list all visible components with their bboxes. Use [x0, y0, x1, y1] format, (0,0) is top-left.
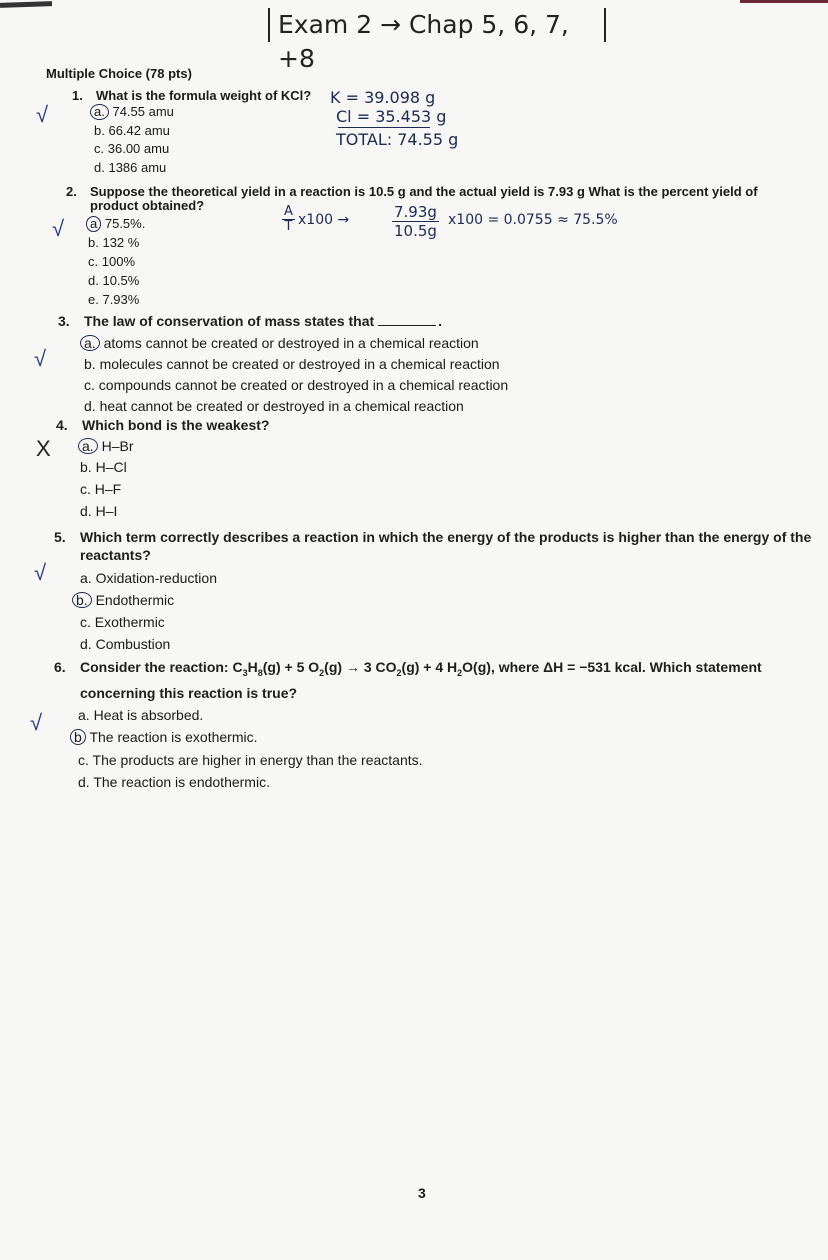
page-edge-mark [740, 0, 828, 3]
q1-work-rule [338, 127, 430, 128]
question-5-number: 5. [54, 529, 66, 545]
q2-choice-b: b. 132 % [88, 235, 140, 250]
q3-choice-c: c. compounds cannot be created or destroyed in a chemical reaction [84, 377, 509, 393]
q2-choice-c: c. 100% [88, 254, 135, 269]
question-6-number: 6. [54, 659, 66, 675]
q5-choice-c: c. Exothermic [80, 614, 165, 630]
q6-choice-d: d. The reaction is endothermic. [78, 774, 270, 790]
pen-stroke-mark [0, 1, 52, 8]
question-2-text-line-1: Suppose the theoretical yield in a reaction is 10.5 g and the actual yield is 7.93 g What is the percent yield of [90, 184, 758, 199]
question-2-number: 2. [66, 184, 77, 199]
q4-choice-a: a. H–Br [78, 438, 133, 454]
q1-work-line-3: TOTAL: 74.55 g [336, 130, 459, 149]
q6-choice-c: c. The products are higher in energy than the reactants. [78, 752, 423, 768]
q4-choice-c: c. H–F [80, 481, 122, 497]
q1-choice-b: b. 66.42 amu [94, 123, 170, 138]
q5-choice-b: b. Endothermic [72, 592, 174, 608]
question-2-text-line-2: product obtained? [90, 198, 205, 213]
check-mark-q5: √ [34, 560, 47, 585]
q2-choice-d: d. 10.5% [88, 273, 140, 288]
exam-title: Exam 2 → Chap 5, 6, 7, +8 [268, 8, 606, 42]
page-number: 3 [418, 1185, 426, 1201]
check-mark-q6: √ [30, 710, 43, 735]
q2-work-fraction-2: $\frac{7.93g}{10.5g}$ [394, 203, 437, 240]
q3-choice-a: a. atoms cannot be created or destroyed in a chemical reaction [80, 335, 479, 351]
blank-line [378, 325, 436, 326]
q2-work-result: x100 = 0.0755 ≈ 75.5% [448, 212, 618, 228]
question-3-text: The law of conservation of mass states that . [84, 313, 442, 329]
q2-work-times-100: x100 → [298, 212, 350, 228]
question-1-text: What is the formula weight of KCl? [96, 88, 312, 103]
q5-choice-a: a. Oxidation-reduction [80, 570, 217, 586]
q4-choice-b: b. H–Cl [80, 459, 127, 475]
section-heading: Multiple Choice (78 pts) [46, 66, 192, 81]
cross-mark-q4: X [36, 436, 51, 461]
q3-choice-d: d. heat cannot be created or destroyed in a chemical reaction [84, 398, 464, 414]
q6-choice-b: b The reaction is exothermic. [70, 729, 258, 745]
question-1-number: 1. [72, 88, 83, 103]
question-4-number: 4. [56, 417, 68, 433]
question-5-text-line-2: reactants? [80, 547, 151, 563]
q1-work-line-1: K = 39.098 g [330, 88, 436, 107]
q6-choice-a: a. Heat is absorbed. [78, 707, 204, 723]
q1-work-line-2: Cl = 35.453 g [336, 107, 447, 126]
q1-choice-c: c. 36.00 amu [94, 141, 170, 156]
q5-choice-d: d. Combustion [80, 636, 171, 652]
q1-choice-d: d. 1386 amu [94, 160, 167, 175]
question-5-text-line-1: Which term correctly describes a reaction in which the energy of the products is higher than the energy of the [80, 529, 812, 545]
q3-choice-b: b. molecules cannot be created or destroyed in a chemical reaction [84, 356, 500, 372]
check-mark-q1: √ [36, 102, 49, 127]
q4-choice-d: d. H–I [80, 503, 118, 519]
q2-choice-e: e. 7.93% [88, 292, 140, 307]
question-6-text-line-2: concerning this reaction is true? [80, 685, 298, 701]
question-6-text-line-1: Consider the reaction: $C_3H_8(g) + 5$ $O_2(g) \to 3$ $CO_2(g) + 4$ $H_2O(g)$, where ΔH = −531 kcal. Which statement [80, 659, 762, 678]
q2-choice-a: a 75.5%. [86, 216, 145, 232]
question-4-text: Which bond is the weakest? [82, 417, 270, 433]
q1-choice-a: a. 74.55 amu [90, 104, 174, 120]
question-3-number: 3. [58, 313, 70, 329]
check-mark-q3: √ [34, 346, 47, 371]
q2-work-fraction-1: $\frac{A}{T}$ [284, 204, 293, 234]
check-mark-q2: √ [52, 216, 65, 241]
